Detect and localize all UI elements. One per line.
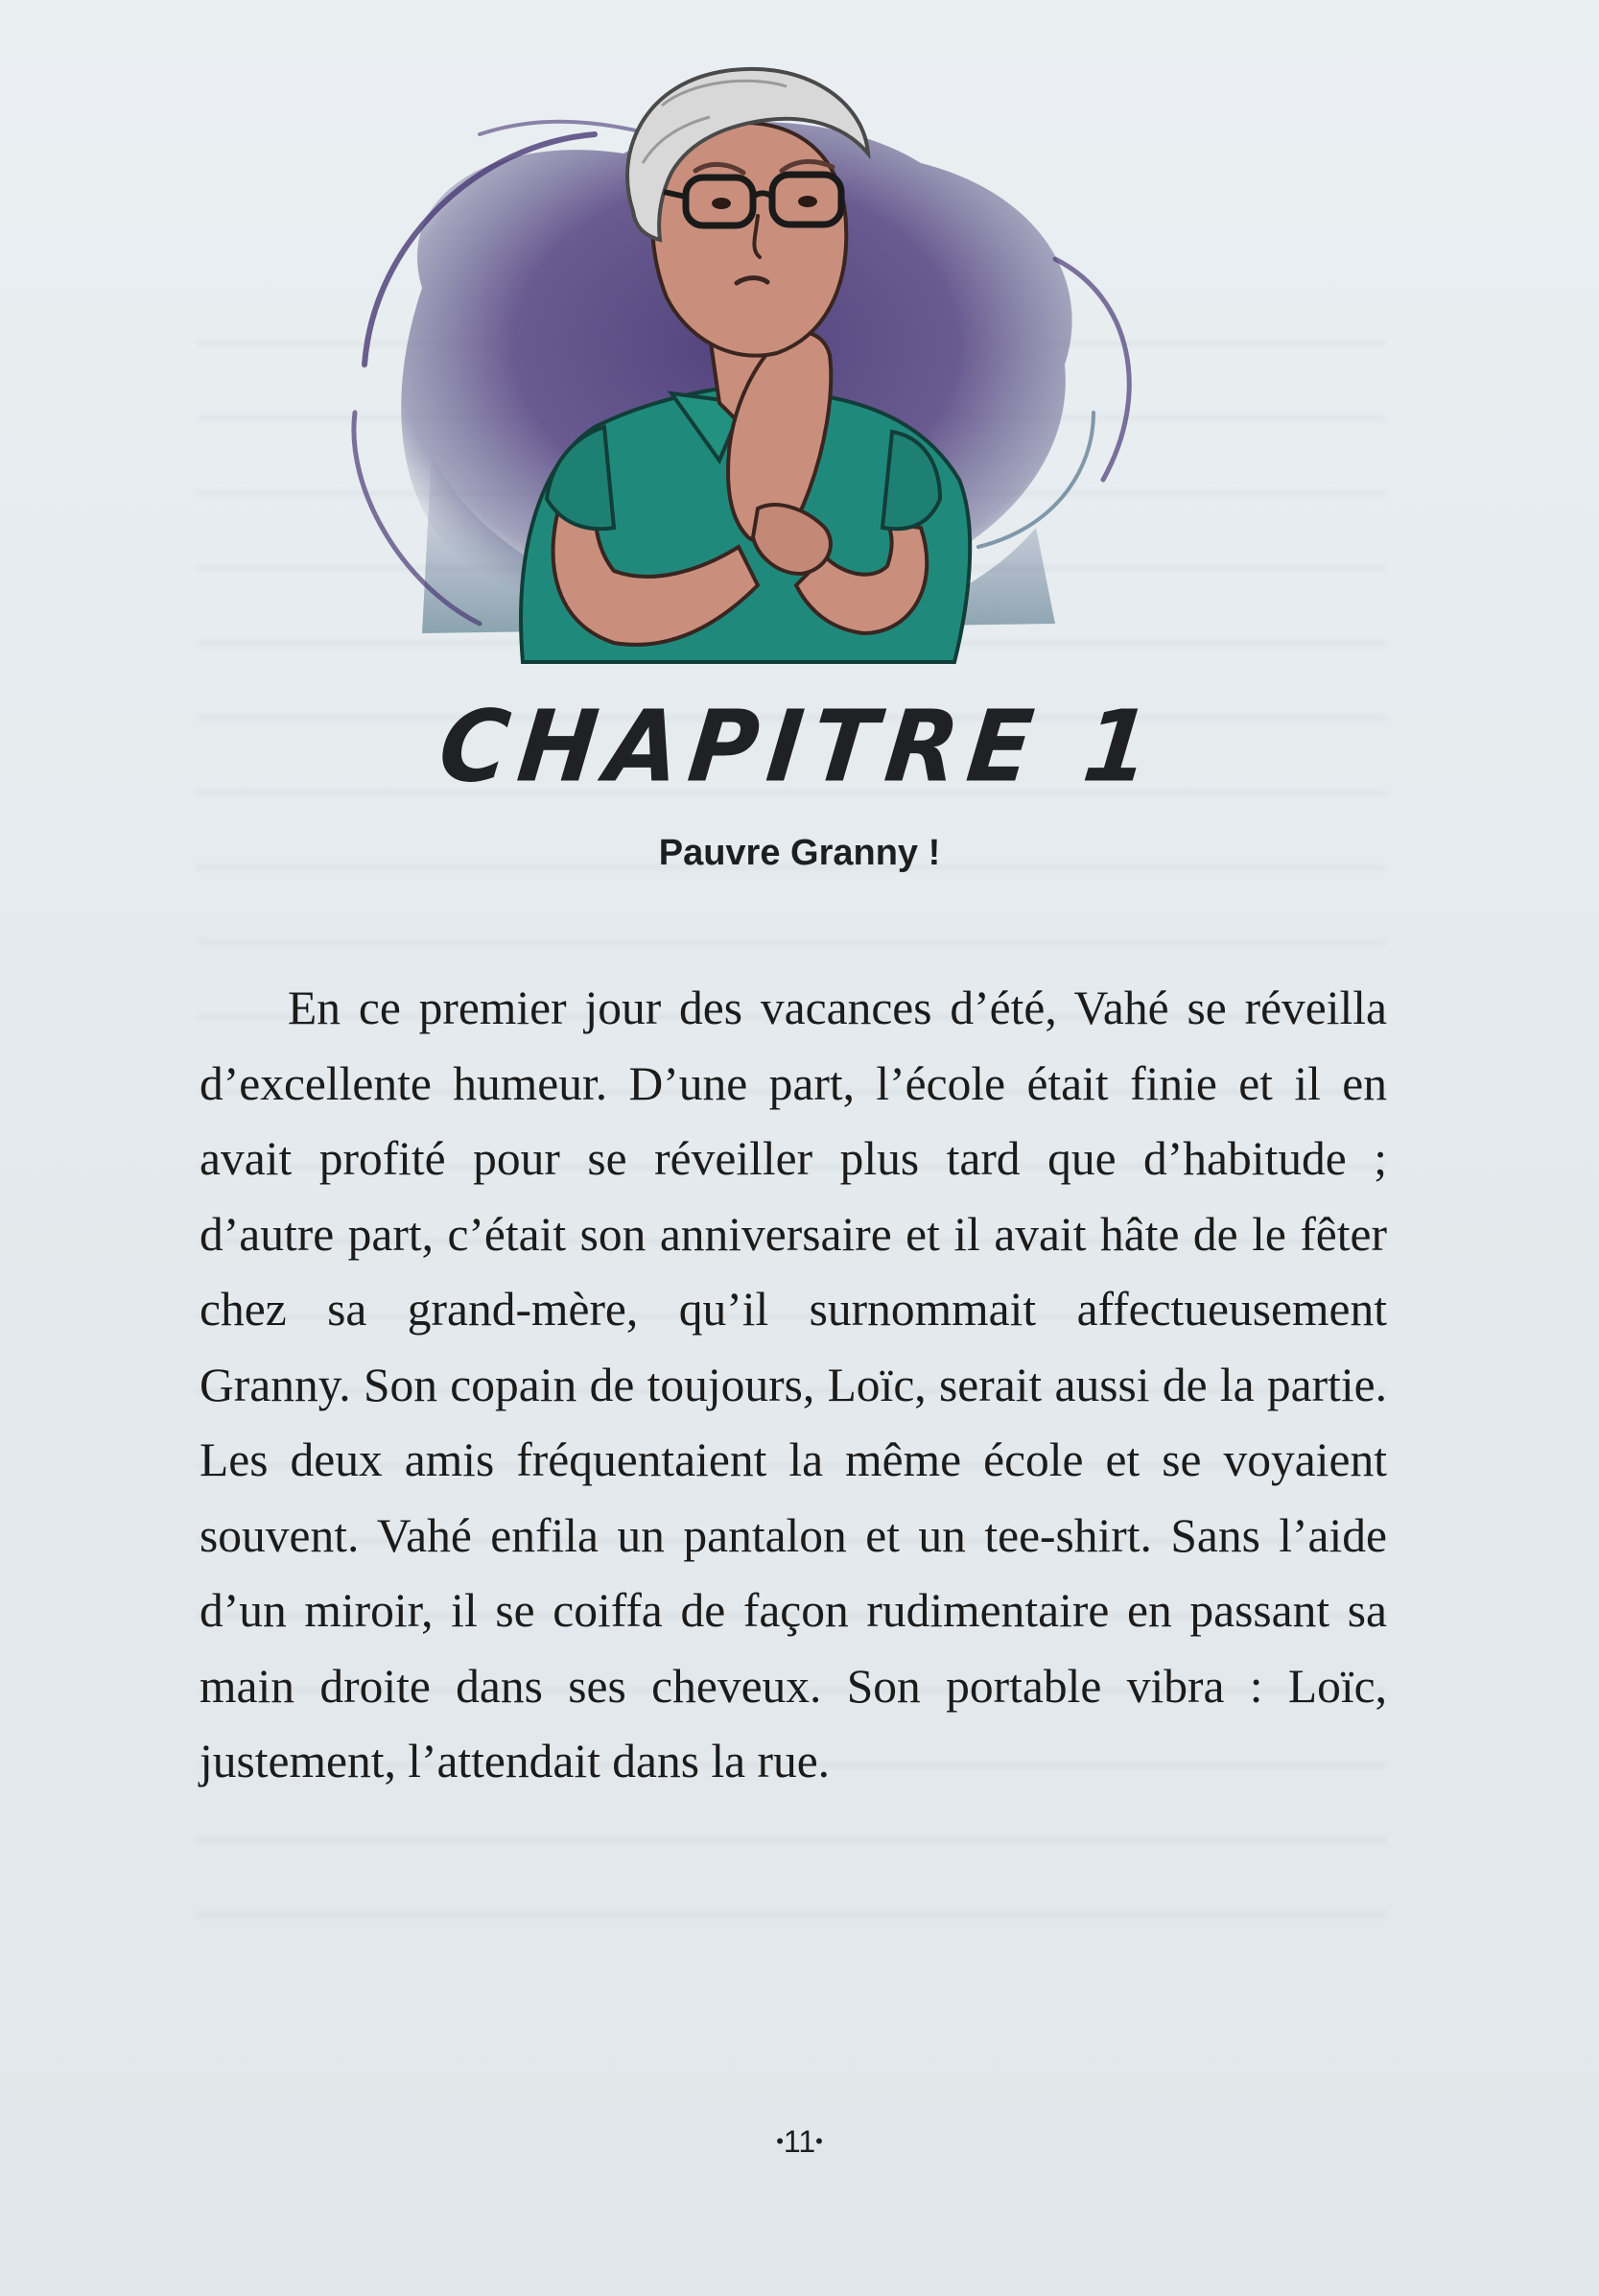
chapter-title: CHAPITRE 1: [434, 690, 1165, 805]
page-number: [0, 2124, 1599, 2160]
body-paragraph: En ce premier jour des vacances d’été, Vahé se réveilla d’excellente humeur. D’une part, l’école était finie et il en avait profité pour se réveiller plus tard que d’habitude ; d’autre part, c’était son anniversaire et il avait hâte de le fêter chez sa grand-mère, qu’il surnommait affectueusement Granny. Son copain de toujours, Loïc, serait aussi de la partie. Les deux amis fréquentaient la même école et se voyaient souvent. Vahé enfila un pantalon et un tee-shirt. Sans l’aide d’un miroir, il se coiffa de façon rudimentaire en passant sa main droite dans ses cheveux. Son portable vibra : Loïc, justement, l’attendait dans la rue.: [200, 982, 1387, 1787]
page-number-left-dot: •: [776, 2129, 784, 2153]
page-number-right-dot: •: [815, 2129, 823, 2153]
chapter-subtitle: Pauvre Granny !: [658, 833, 941, 873]
grandmother-illustration: [307, 48, 1189, 681]
page-number-value: 11: [783, 2124, 816, 2159]
